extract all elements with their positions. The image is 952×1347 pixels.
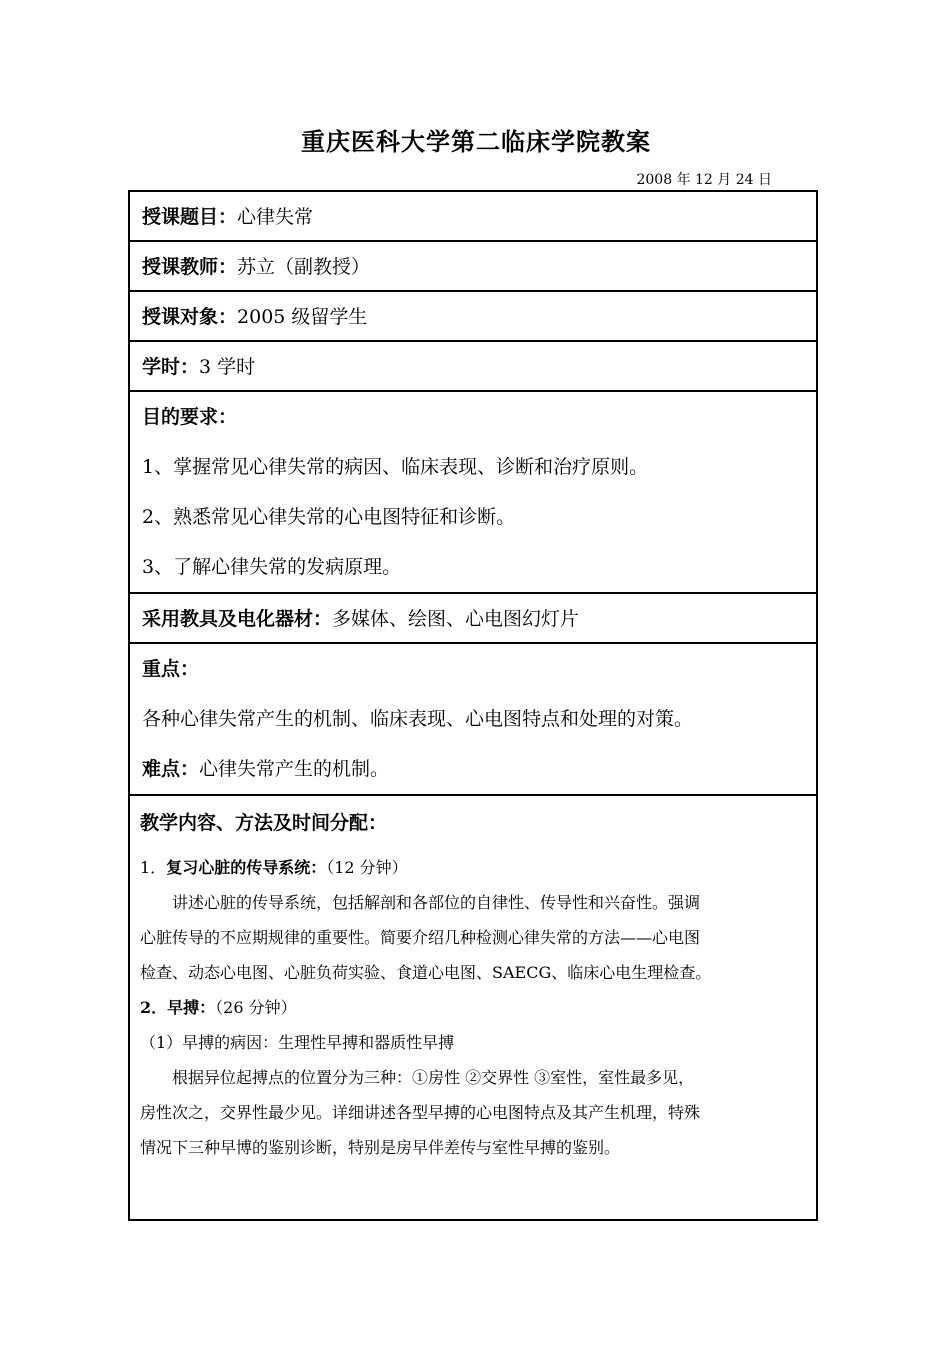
equipment-label: 采用教具及电化器材：: [142, 608, 333, 630]
audience-label: 授课对象：: [142, 306, 238, 328]
teaching-content: [130, 796, 816, 1165]
section-2-title: 早搏：: [167, 998, 216, 1017]
objective-item: 2、熟悉常见心律失常的心电图特征和诊断。: [142, 506, 516, 528]
topic-label: 授课题目：: [142, 206, 238, 228]
section-2-line: 根据异位起搏点的位置分为三种：①房性 ②交界性 ③室性，室性最多见，: [172, 1068, 695, 1087]
key-points-text: 各种心律失常产生的机制、临床表现、心电图特点和处理的对策。: [142, 708, 694, 730]
section-2-time: （26 分钟）: [215, 998, 297, 1017]
content-label: 教学内容、方法及时间分配：: [140, 812, 388, 834]
difficulty-text: 心律失常产生的机制。: [199, 758, 390, 780]
difficulty-label: 难点：: [142, 758, 200, 780]
hours-label: 学时：: [142, 356, 200, 378]
teacher-label: 授课教师：: [142, 256, 238, 278]
key-points-label: 重点：: [142, 658, 200, 680]
objectives-row: [130, 392, 816, 594]
section-2-line: 情况下三种早博的鉴别诊断，特别是房早伴差传与室性早搏的鉴别。: [140, 1138, 621, 1157]
section-2-heading: [140, 990, 806, 1025]
objectives-label: 目的要求：: [142, 406, 238, 428]
section-2-line: 房性次之，交界性最少见。详细讲述各型早搏的心电图特点及其产生机理，特殊: [140, 1103, 701, 1122]
document-date: 2008 年 12 月 24 日: [636, 172, 772, 188]
section-1-number: 1．: [140, 858, 167, 877]
objective-item: 3、了解心律失常的发病原理。: [142, 556, 402, 578]
section-1-line: 检查、动态心电图、心脏负荷实验、食道心电图、SAECG、临床心电生理检查。: [140, 963, 712, 982]
objective-item: 1、掌握常见心律失常的病因、临床表现、诊断和治疗原则。: [142, 456, 649, 478]
section-1-time: （12 分钟）: [326, 858, 408, 877]
document-title: 重庆医科大学第二临床学院教案: [301, 127, 651, 156]
section-2-number: 2．: [140, 998, 168, 1017]
teacher-value: 苏立（副教授）: [237, 256, 371, 278]
equipment-row: [130, 594, 816, 644]
section-1-title: 复习心脏的传导系统：: [166, 858, 327, 877]
topic-value: 心律失常: [237, 206, 314, 228]
topic-row: [130, 192, 816, 242]
hours-value: 3 学时: [199, 356, 256, 378]
audience-value: 2005 级留学生: [237, 306, 368, 328]
section-1-heading: [140, 850, 806, 885]
teacher-row: [130, 242, 816, 292]
key-points-row: [130, 644, 816, 796]
hours-row: [130, 342, 816, 392]
lesson-plan-table: [128, 190, 818, 1221]
section-1-line: 讲述心脏的传导系统，包括解剖和各部位的自律性、传导性和兴奋性。强调: [172, 893, 701, 912]
equipment-value: 多媒体、绘图、心电图幻灯片: [332, 608, 580, 630]
section-1-line: 心脏传导的不应期规律的重要性。简要介绍几种检测心律失常的方法——心电图: [140, 928, 701, 947]
section-2-subheading: （1）早搏的病因：生理性早搏和器质性早搏: [140, 1033, 455, 1052]
audience-row: [130, 292, 816, 342]
